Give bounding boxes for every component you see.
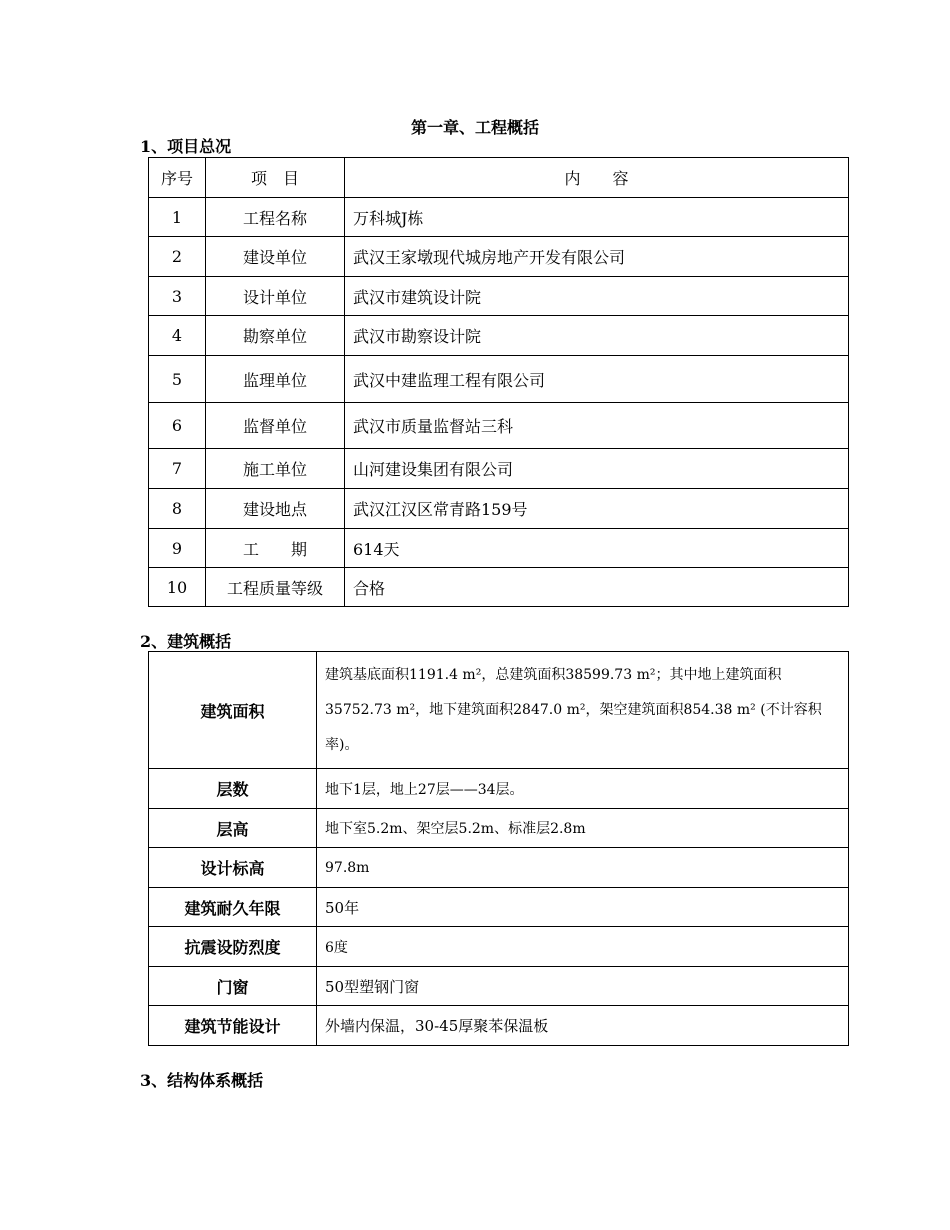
row-no: 10 [149, 568, 206, 607]
row-no: 8 [149, 489, 206, 529]
row-no: 3 [149, 277, 206, 316]
section3-heading: 3、结构体系概括 [140, 1071, 264, 1090]
row-value: 50年 [317, 888, 849, 927]
row-item: 施工单位 [206, 449, 345, 489]
table-row [149, 927, 849, 967]
row-content: 614天 [345, 529, 849, 568]
row-no: 1 [149, 198, 206, 237]
building-overview-table [148, 651, 849, 1046]
row-key: 建筑面积 [149, 652, 317, 769]
header-no: 序号 [149, 158, 206, 198]
row-value: 地下室5.2m、架空层5.2m、标准层2.8m [317, 809, 849, 848]
table-row [149, 316, 849, 356]
row-value: 外墙内保温，30-45厚聚苯保温板 [317, 1006, 849, 1046]
row-no: 9 [149, 529, 206, 568]
table-row [149, 356, 849, 403]
row-content: 万科城J栋 [345, 198, 849, 237]
row-value: 97.8m [317, 848, 849, 888]
row-no: 6 [149, 403, 206, 449]
row-content: 武汉江汉区常青路159号 [345, 489, 849, 529]
table-row [149, 568, 849, 607]
table-row [149, 848, 849, 888]
row-content: 武汉市建筑设计院 [345, 277, 849, 316]
section2-heading: 2、建筑概括 [140, 632, 232, 651]
table-row [149, 1006, 849, 1046]
row-no: 2 [149, 237, 206, 277]
row-item: 工程名称 [206, 198, 345, 237]
row-key: 层数 [149, 769, 317, 809]
table-row [149, 769, 849, 809]
header-item: 项 目 [206, 158, 345, 198]
row-value: 建筑基底面积1191.4 m²，总建筑面积38599.73 m²；其中地上建筑面积35752.73 m²，地下建筑面积2847.0 m²，架空建筑面积854.38 m² (不计容积率)。 [317, 652, 849, 769]
row-item: 监理单位 [206, 356, 345, 403]
row-no: 5 [149, 356, 206, 403]
table-row [149, 967, 849, 1006]
row-key: 门窗 [149, 967, 317, 1006]
table-row [149, 277, 849, 316]
row-content: 山河建设集团有限公司 [345, 449, 849, 489]
row-value: 50型塑钢门窗 [317, 967, 849, 1006]
row-value: 6度 [317, 927, 849, 967]
table-row [149, 809, 849, 848]
row-item: 工程质量等级 [206, 568, 345, 607]
row-key: 设计标高 [149, 848, 317, 888]
row-item: 建设地点 [206, 489, 345, 529]
table-row [149, 652, 849, 769]
table-row [149, 403, 849, 449]
table-row [149, 237, 849, 277]
row-key: 层高 [149, 809, 317, 848]
table-row [149, 449, 849, 489]
row-item: 勘察单位 [206, 316, 345, 356]
row-content: 武汉王家墩现代城房地产开发有限公司 [345, 237, 849, 277]
table-row [149, 198, 849, 237]
project-overview-table [148, 157, 849, 607]
header-content: 内 容 [345, 158, 849, 198]
row-content: 武汉市勘察设计院 [345, 316, 849, 356]
row-key: 建筑耐久年限 [149, 888, 317, 927]
row-key: 抗震设防烈度 [149, 927, 317, 967]
row-key: 建筑节能设计 [149, 1006, 317, 1046]
table-row [149, 529, 849, 568]
row-no: 7 [149, 449, 206, 489]
row-no: 4 [149, 316, 206, 356]
table-row [149, 489, 849, 529]
row-item: 设计单位 [206, 277, 345, 316]
chapter-title: 第一章、工程概括 [410, 118, 539, 137]
row-content: 武汉市质量监督站三科 [345, 403, 849, 449]
row-item: 建设单位 [206, 237, 345, 277]
table-row [149, 888, 849, 927]
row-content: 武汉中建监理工程有限公司 [345, 356, 849, 403]
row-item: 监督单位 [206, 403, 345, 449]
row-item: 工 期 [206, 529, 345, 568]
row-content: 合格 [345, 568, 849, 607]
section1-heading: 1、项目总况 [140, 137, 232, 156]
row-value: 地下1层，地上27层——34层。 [317, 769, 849, 809]
table-header-row [149, 158, 849, 198]
